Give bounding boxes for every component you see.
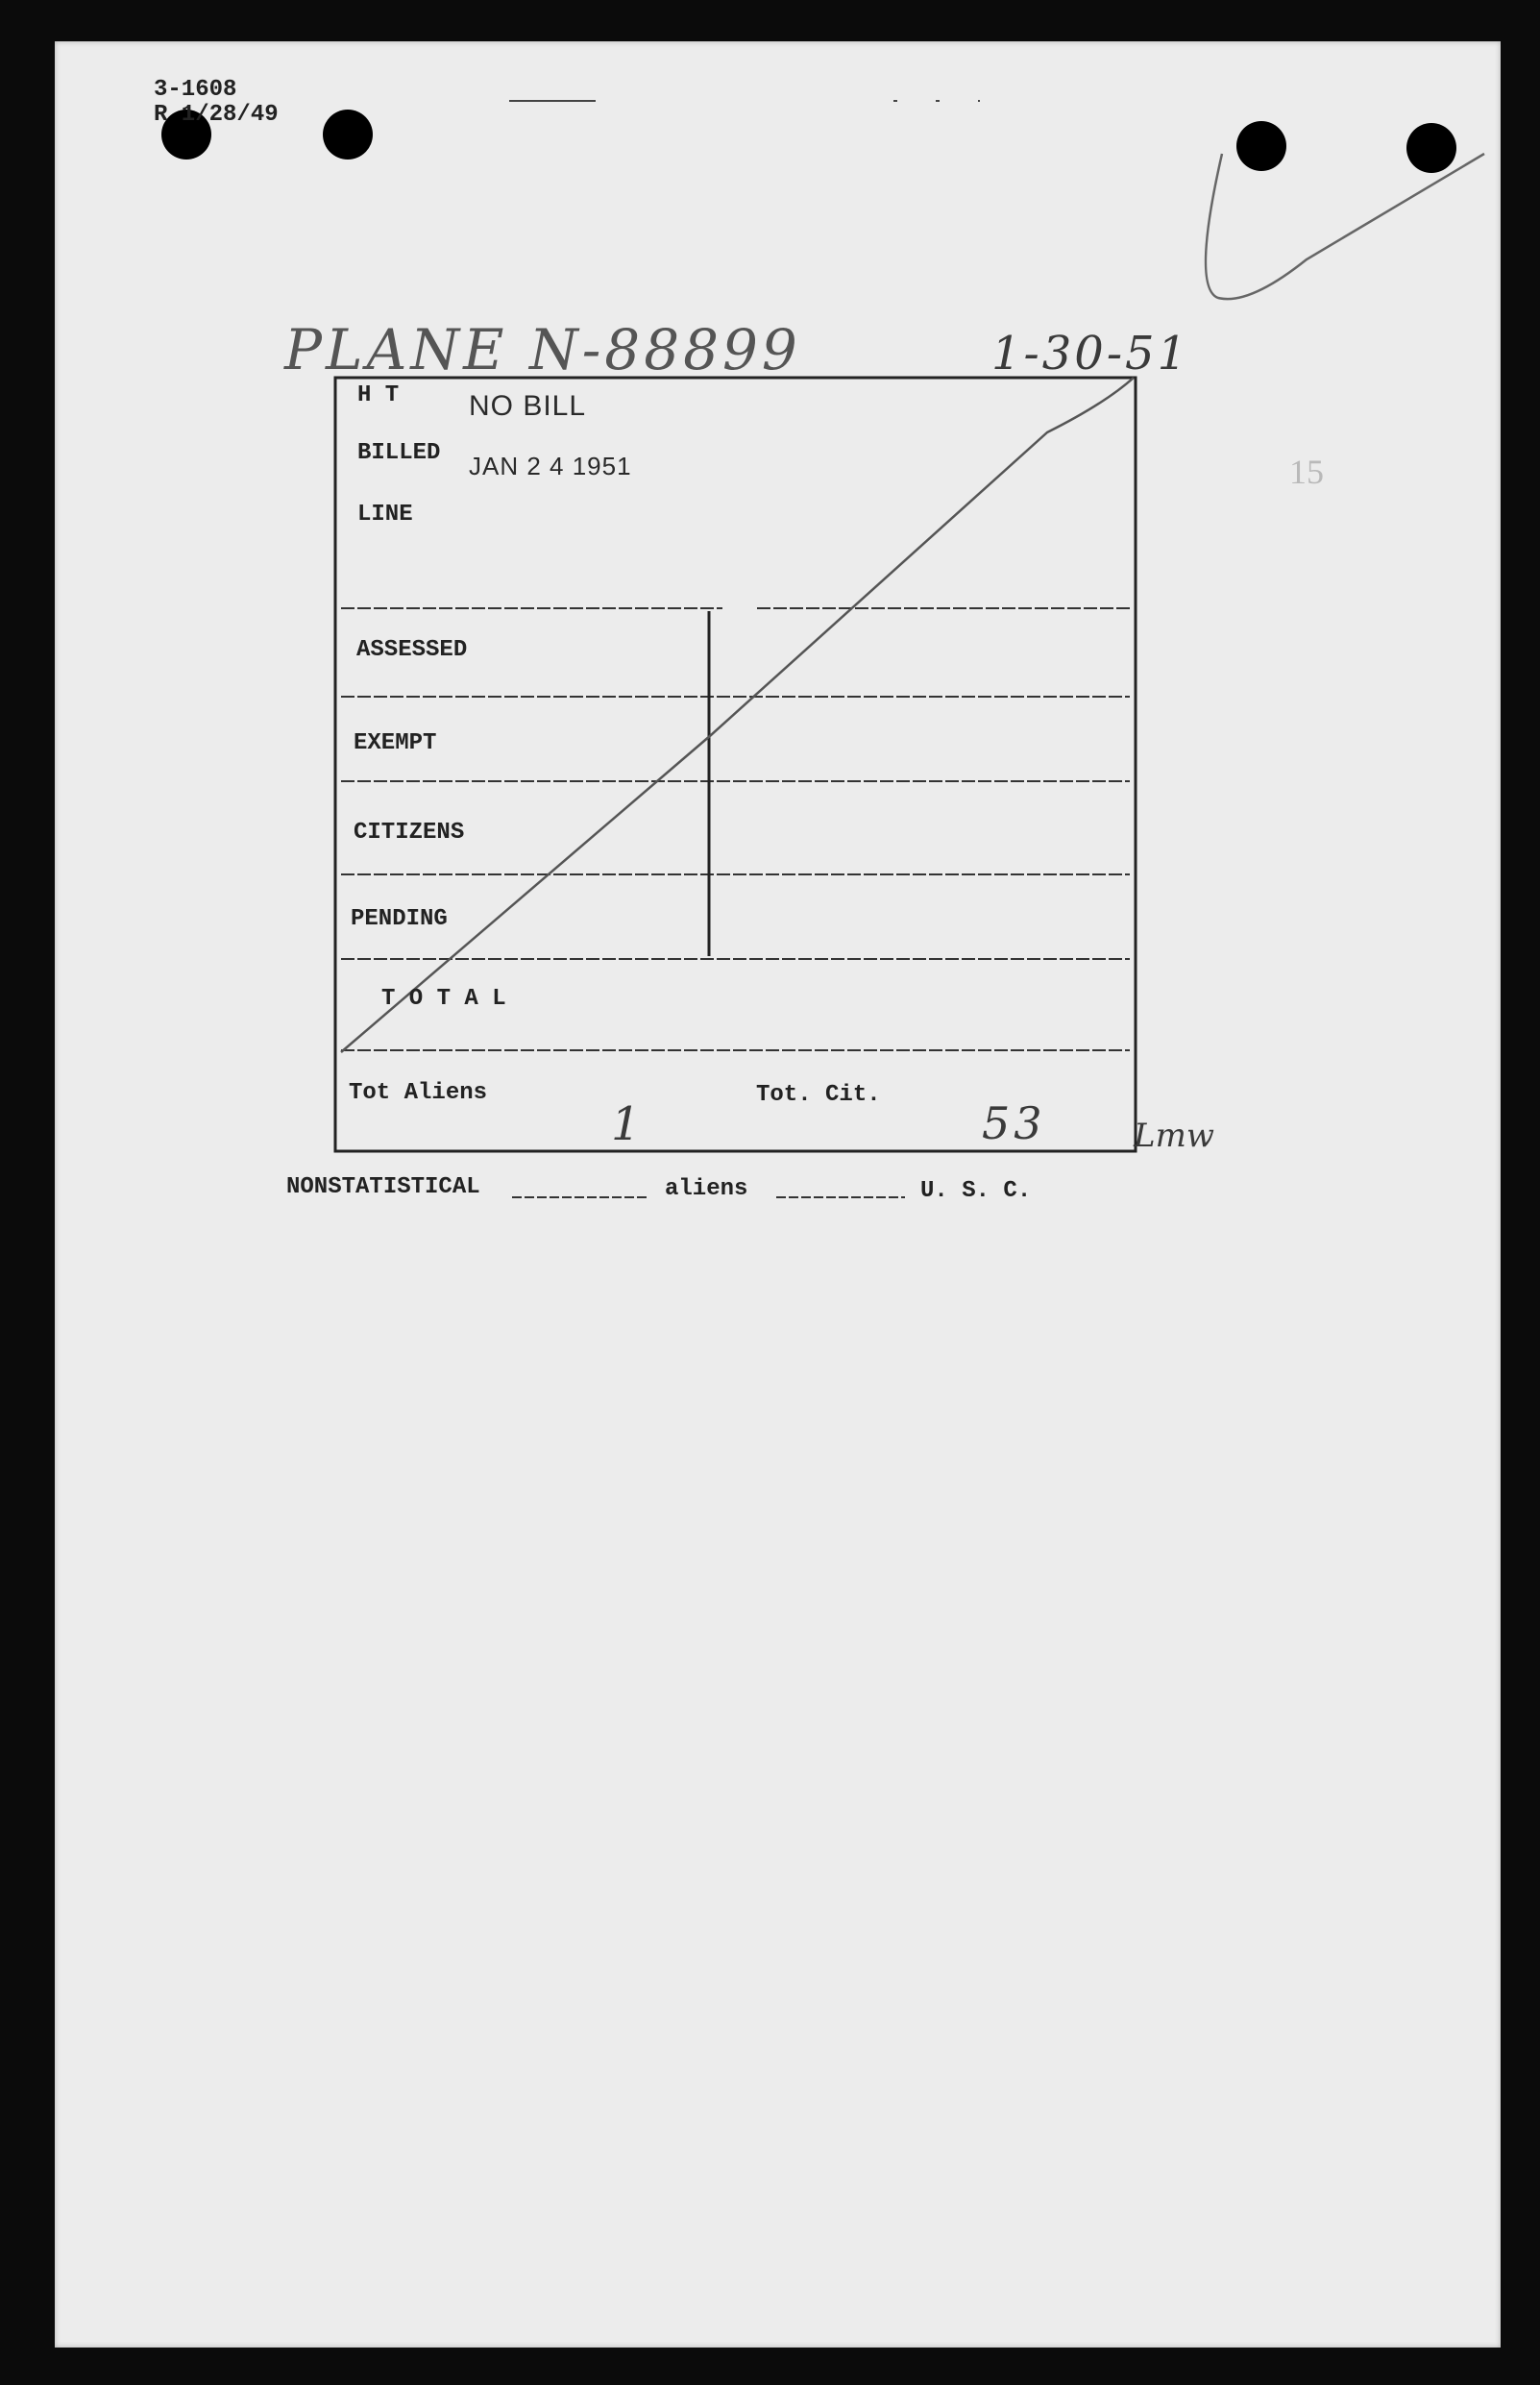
form-revision: R 1/28/49 [154,102,279,128]
form-number: 3-1608 [154,77,237,103]
tot-cit-label: Tot. Cit. [756,1082,881,1108]
aliens-label: aliens [665,1176,748,1202]
handwritten-initials: Lmw [1134,1117,1214,1155]
tot-aliens-value: 1 [611,1097,641,1151]
usc-label: U. S. C. [920,1178,1032,1204]
ht-stamp: NO BILL [469,390,587,422]
billed-label: BILLED [357,440,441,466]
nonstatistical-label: NONSTATISTICAL [286,1174,480,1200]
line-label: LINE [357,502,413,528]
handwritten-plane-number: PLANE N-88899 [284,317,801,382]
handwritten-date: 1-30-51 [991,327,1190,381]
citizens-label: CITIZENS [354,820,465,846]
billed-stamp: JAN 2 4 1951 [469,452,632,480]
page-number: 15 [1289,453,1324,491]
tot-cit-value: 53 [982,1097,1046,1149]
ht-label: H T [357,382,400,408]
assessed-label: ASSESSED [356,637,468,663]
total-label: T O T A L [381,986,506,1012]
exempt-label: EXEMPT [354,730,437,756]
tot-aliens-label: Tot Aliens [349,1080,488,1106]
pending-label: PENDING [351,906,448,932]
